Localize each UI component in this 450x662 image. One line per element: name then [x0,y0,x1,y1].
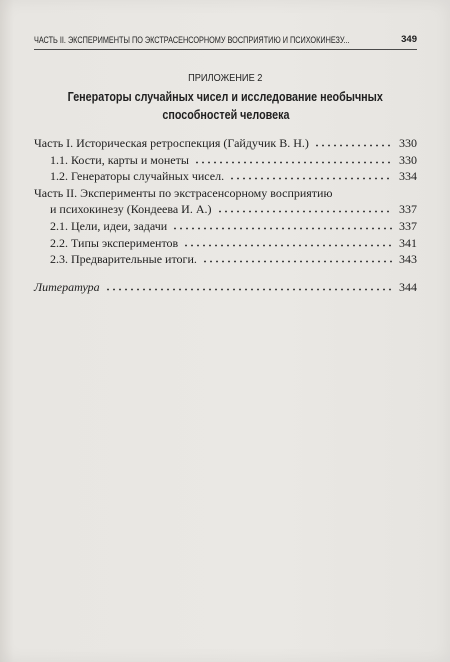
dot-leader [217,210,393,213]
toc-entry-title: Часть II. Эксперименты по экстрасенсорному восприятию [34,185,333,200]
toc-entry-part-2-line-2 [34,201,417,218]
toc-entry-part-2-line-1 [34,185,417,202]
appendix-title-line-2-text: способностей человека [161,108,290,122]
toc-entry-2-2 [34,235,417,252]
appendix-label [34,71,417,85]
toc-entry-title: 1.2. Генераторы случайных чисел. [50,169,225,184]
toc-entry-page: 341 [399,235,417,250]
dot-leader [183,244,393,247]
toc-entry-2-3 [34,251,417,268]
toc-entry-title: 2.1. Цели, идеи, задачи [50,218,168,233]
toc-entry-1-1 [34,152,417,169]
dot-leader [202,260,393,263]
table-of-contents [34,135,417,296]
toc-entry-title: Литература [34,280,100,295]
dot-leader [314,144,393,147]
running-header [34,33,417,47]
appendix-title-line-2 [34,106,417,124]
toc-entry-part-1 [34,135,417,152]
toc-entry-title: 2.3. Предварительные итоги. [50,252,197,267]
dot-leader [229,177,393,180]
dot-leader [105,288,393,291]
header-divider [34,49,417,50]
dot-leader [194,161,393,164]
toc-entry-literature [34,279,417,296]
toc-entry-1-2 [34,168,417,185]
appendix-title-line-1-text: Генераторы случайных чисел и исследование необычных [67,90,384,104]
running-title: ЧАСТЬ II. ЭКСПЕРИМЕНТЫ ПО ЭКСТРАСЕНСОРНОМУ ВОСПРИЯТИЮ И ПСИХОКИНЕЗУ... [34,35,350,45]
toc-entry-title: 1.1. Кости, карты и монеты [50,152,189,167]
toc-entry-title: Часть I. Историческая ретроспекция (Гайдучик В. Н.) [34,136,309,150]
toc-entry-title-continued: и психокинезу (Кондеева И. А.) [50,202,212,217]
toc-entry-page: 334 [399,169,417,184]
toc-entry-page: 337 [399,218,417,233]
toc-entry-page: 330 [399,152,417,167]
toc-entry-page: 337 [399,202,417,217]
toc-entry-page: 344 [399,280,417,295]
toc-entry-page: 330 [399,136,417,150]
toc-entry-page: 343 [399,252,417,267]
toc-entry-title: 2.2. Типы экспериментов [50,235,179,250]
appendix-label-text: ПРИЛОЖЕНИЕ 2 [188,72,263,84]
dot-leader [172,227,393,230]
appendix-title [34,88,417,124]
page-number: 349 [401,34,417,45]
toc-entry-2-1 [34,218,417,235]
appendix-title-line-1 [34,88,417,106]
